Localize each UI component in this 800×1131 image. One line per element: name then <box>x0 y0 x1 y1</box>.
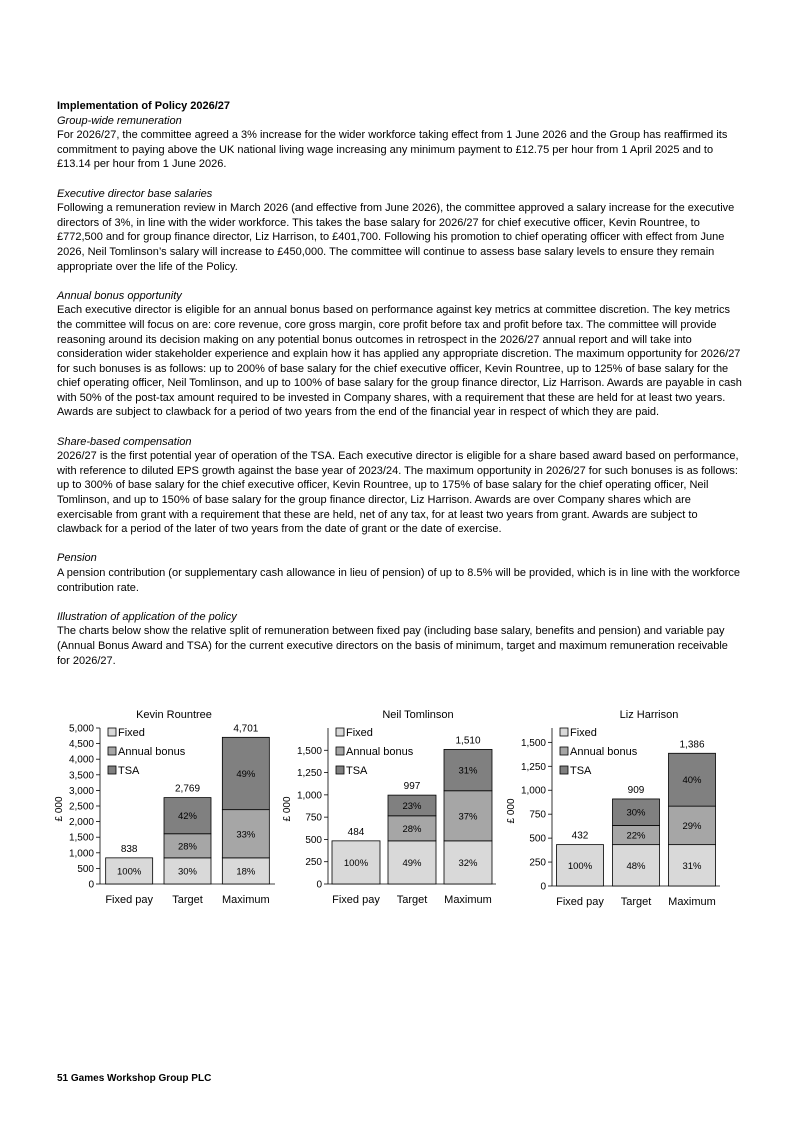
y-tick-label: 500 <box>305 834 322 846</box>
legend-swatch <box>336 747 344 755</box>
chart-neil-tomlinson <box>278 700 498 915</box>
legend-label: Fixed <box>346 727 373 739</box>
chart-title: Kevin Rountree <box>136 709 212 721</box>
data-label: 37% <box>458 811 478 823</box>
legend-label: Annual bonus <box>346 746 414 758</box>
y-tick-label: 4,000 <box>68 754 94 766</box>
section-subheading: Annual bonus opportunity <box>57 289 182 302</box>
x-tick-label: Target <box>172 894 203 906</box>
legend-label: Annual bonus <box>570 746 638 758</box>
chart-title: Liz Harrison <box>619 709 679 721</box>
data-label: 40% <box>682 775 702 787</box>
y-tick-label: 5,000 <box>68 723 94 735</box>
legend-swatch <box>336 728 344 736</box>
y-tick-label: 250 <box>305 857 322 869</box>
total-label: 484 <box>347 826 365 838</box>
section-paragraph: The charts below show the relative split of remuneration between fixed pay (including base salary, benefits and pension) and variable pay (Annual Bonus Award and TSA) for the current executive directors on the basis of minimum, target and maximum remuneration receivable for 2026/27. <box>57 625 728 667</box>
section-paragraph: A pension contribution (or supplementary cash allowance in lieu of pension) of up to 8.5% will be provided, which is in line with the workforce contribution rate. <box>57 567 740 594</box>
section-subheading: Pension <box>57 552 97 565</box>
legend-label: Annual bonus <box>118 746 186 758</box>
chart-title: Neil Tomlinson <box>382 709 454 721</box>
paragraph-gap <box>57 172 743 187</box>
legend-label: Fixed <box>570 727 597 739</box>
y-tick-label: 1,250 <box>520 761 546 773</box>
page-footer: 51 Games Workshop Group PLC <box>57 1073 212 1084</box>
legend-swatch <box>560 766 568 774</box>
data-label: 49% <box>236 768 256 780</box>
x-tick-label: Maximum <box>444 894 492 906</box>
section-paragraph: Each executive director is eligible for an annual bonus based on performance against key metrics at committee discretion. The key metrics the committee will focus on are: core revenue, core gross margin, core profit before tax and profit before tax. The committee will provide reasoning around its decision making on any potential bonus outcomes in retrospect in the 2026/27 annual report and will take into consideration wider stakeholder experience and explain how it has applied any appropriate discretion. The maximum opportunity for 2026/27 for such bonuses is as follows: up to 200% of base salary for the chief executive officer, Kevin Rountree, up to 125% of base salary for the chief operating officer, Neil Tomlinson, and up to 100% of base salary for the group finance director, Liz Harrison. Awards are payable in cash with 50% of the post-tax amount required to be invested in Company shares, with a requirement that these are held for at least two years. Awards are subject to clawback for a period of two years from the end of the financial year in respect of which they are paid. <box>57 304 742 419</box>
y-tick-label: 1,000 <box>68 848 94 860</box>
data-label: 29% <box>682 820 702 832</box>
total-label: 432 <box>571 830 589 842</box>
data-label: 33% <box>236 829 256 841</box>
x-tick-label: Target <box>396 894 428 906</box>
y-tick-label: 0 <box>540 881 546 893</box>
paragraph-gap <box>57 595 743 610</box>
y-tick-label: 1,500 <box>68 832 94 844</box>
legend-swatch <box>108 747 116 755</box>
data-label: 100% <box>117 866 142 878</box>
legend-label: Fixed <box>118 727 145 739</box>
page-heading: Implementation of Policy 2026/27 <box>57 100 231 112</box>
data-label: 28% <box>402 823 422 835</box>
data-label: 42% <box>177 811 198 823</box>
legend-swatch <box>336 766 344 774</box>
paragraph-gap <box>57 274 743 289</box>
data-label: 30% <box>626 807 646 819</box>
data-label: 28% <box>177 841 198 853</box>
legend-swatch <box>108 728 116 736</box>
y-axis-label: £ 000 <box>506 798 517 824</box>
legend-swatch <box>560 747 568 755</box>
data-label: 23% <box>402 800 422 812</box>
section-subheading: Share-based compensation <box>57 435 192 448</box>
chart-liz-harrison <box>502 700 722 915</box>
y-tick-label: 1,250 <box>296 768 322 780</box>
legend-label: TSA <box>118 765 140 777</box>
data-label: 100% <box>343 857 369 869</box>
section-subheading: Illustration of application of the policy <box>57 610 237 623</box>
y-tick-label: 2,500 <box>68 801 94 813</box>
y-tick-label: 750 <box>305 812 322 824</box>
total-label: 2,769 <box>174 783 201 795</box>
y-tick-label: 750 <box>529 809 546 821</box>
data-label: 18% <box>236 866 256 878</box>
paragraph-gap <box>57 537 743 552</box>
y-tick-label: 3,500 <box>68 770 94 782</box>
total-label: 4,701 <box>233 723 259 735</box>
x-tick-label: Fixed pay <box>556 896 604 908</box>
x-tick-label: Fixed pay <box>332 894 380 906</box>
y-tick-label: 1,000 <box>296 790 322 802</box>
total-label: 909 <box>627 784 645 796</box>
policy-text-block <box>57 99 743 668</box>
section-paragraph: For 2026/27, the committee agreed a 3% increase for the wider workforce taking effect from 1 June 2026 and the Group has reaffirmed its commitment to paying above the UK national living wage increasing any minimum payment to £12.75 per hour from 1 April 2025 and to £13.14 per hour from 1 June 2026. <box>57 129 728 171</box>
section-subheading: Executive director base salaries <box>57 187 213 200</box>
total-label: 997 <box>403 781 421 793</box>
y-tick-label: 2,000 <box>68 817 94 829</box>
data-label: 100% <box>567 860 593 872</box>
y-tick-label: 1,500 <box>520 737 546 749</box>
chart-kevin-rountree <box>50 700 280 915</box>
y-tick-label: 0 <box>88 879 94 891</box>
data-label: 22% <box>626 830 646 842</box>
paragraph-gap <box>57 420 743 435</box>
remuneration-charts <box>50 700 750 915</box>
total-label: 1,510 <box>455 735 481 747</box>
y-tick-label: 4,500 <box>68 739 94 751</box>
y-tick-label: 0 <box>316 879 322 891</box>
y-axis-label: £ 000 <box>282 796 293 822</box>
x-tick-label: Target <box>620 896 652 908</box>
total-label: 1,386 <box>679 739 705 751</box>
y-tick-label: 1,000 <box>520 785 546 797</box>
x-tick-label: Maximum <box>668 896 716 908</box>
legend-label: TSA <box>570 765 592 777</box>
y-tick-label: 500 <box>529 833 546 845</box>
data-label: 48% <box>626 860 646 872</box>
x-tick-label: Maximum <box>221 894 270 906</box>
total-label: 838 <box>120 843 138 855</box>
section-paragraph: Following a remuneration review in March 2026 (and effective from June 2026), the committee approved a salary increase for the executive directors of 3%, in line with the wider workforce. This takes the base salary for 2026/27 for chief executive officer, Kevin Rountree, to £772,500 and for group finance director, Liz Harrison, to £401,700. Following his promotion to chief operating officer with effect from June 2026, Neil Tomlinson’s salary will increase to £450,000. The committee will continue to assess base salary levels to ensure they remain appropriate over the life of the Policy. <box>57 202 735 273</box>
y-tick-label: 1,500 <box>296 745 322 757</box>
legend-swatch <box>108 766 116 774</box>
data-label: 31% <box>458 765 478 777</box>
legend-label: TSA <box>346 765 368 777</box>
section-subheading: Group-wide remuneration <box>57 114 182 127</box>
data-label: 49% <box>402 857 422 869</box>
legend-swatch <box>560 728 568 736</box>
y-tick-label: 500 <box>77 863 94 875</box>
x-tick-label: Fixed pay <box>105 894 154 906</box>
y-axis-label: £ 000 <box>54 796 65 822</box>
data-label: 31% <box>682 860 702 872</box>
y-tick-label: 3,000 <box>68 785 94 797</box>
data-label: 30% <box>177 866 198 878</box>
section-paragraph: 2026/27 is the first potential year of operation of the TSA. Each executive director is eligible for a share based award based on performance, with reference to diluted EPS growth against the base year of 2023/24. The maximum opportunity in 2026/27 for such bonuses is as follows: up to 300% of base salary for the chief executive officer, Kevin Rountree, up to 175% of base salary for the chief operating officer, Neil Tomlinson, and up to 150% of base salary for the group finance director, Liz Harrison. Awards are over Company shares which are exercisable from grant with a requirement that these are held, net of any tax, for at least two years from grant. Awards are subject to clawback for a period of the later of two years from the date of grant or the date of exercise. <box>57 450 739 536</box>
data-label: 32% <box>458 857 478 869</box>
y-tick-label: 250 <box>529 857 546 869</box>
